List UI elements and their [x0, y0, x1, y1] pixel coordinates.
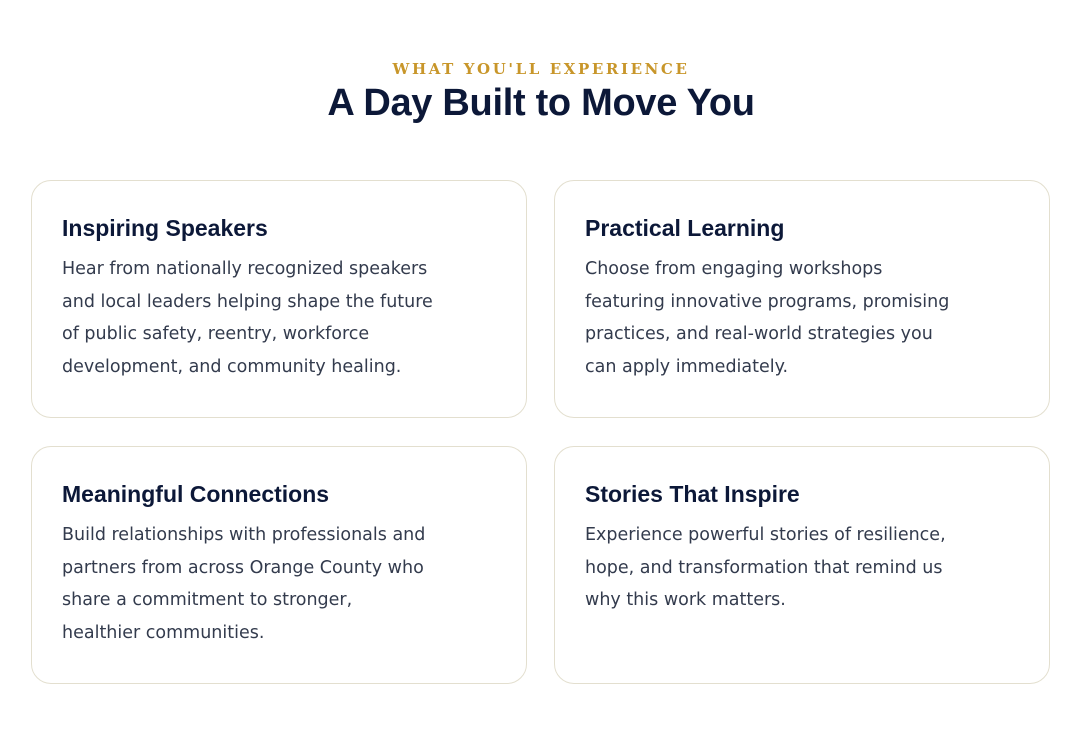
card-title: Meaningful Connections — [62, 481, 330, 507]
card-description — [62, 519, 496, 649]
card-description — [62, 253, 496, 383]
card-description-line: can apply immediately. — [585, 356, 789, 377]
card-title: Inspiring Speakers — [62, 215, 268, 241]
card-description-line: Hear from nationally recognized speakers — [62, 259, 428, 279]
card-description-line: Experience powerful stories of resilience, — [585, 525, 946, 545]
section-title: A Day Built to Move You — [327, 82, 755, 124]
card-description-line: Build relationships with professionals and — [62, 525, 426, 545]
card-description-line: development, and community healing. — [62, 356, 402, 377]
card-description — [585, 253, 1019, 383]
feature-card-inspiring-speakers — [31, 180, 527, 418]
card-description-line: why this work matters. — [585, 590, 786, 610]
card-description-line: hope, and transformation that remind us — [585, 557, 943, 578]
feature-card-meaningful-connections — [31, 446, 527, 684]
card-description-line: and local leaders helping shape the future — [62, 291, 433, 312]
card-description-line: partners from across Orange County who — [62, 557, 424, 578]
card-description-line: healthier communities. — [62, 622, 265, 643]
feature-card-practical-learning — [554, 180, 1050, 418]
section-eyebrow: WHAT YOU'LL EXPERIENCE — [392, 60, 690, 78]
card-title: Stories That Inspire — [585, 481, 800, 507]
card-description-line: Choose from engaging workshops — [585, 259, 883, 279]
card-description-line: practices, and real-world strategies you — [585, 324, 933, 344]
card-title: Practical Learning — [585, 215, 785, 241]
card-description — [585, 519, 1019, 617]
card-description-line: of public safety, reentry, workforce — [62, 324, 370, 344]
feature-card-stories-that-inspire — [554, 446, 1050, 684]
card-description-line: share a commitment to stronger, — [62, 590, 353, 610]
card-description-line: featuring innovative programs, promising — [585, 291, 950, 312]
